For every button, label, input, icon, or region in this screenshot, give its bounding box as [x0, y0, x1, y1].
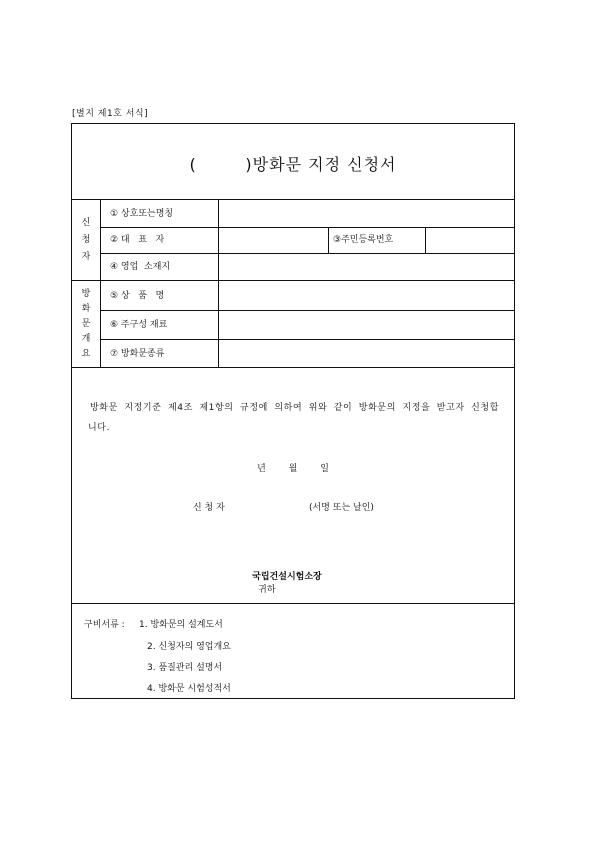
application-form	[71, 123, 515, 699]
side-char: 개	[81, 333, 91, 344]
attachments-area	[72, 604, 514, 700]
signature-note: (서명 또는 날인)	[309, 503, 374, 513]
date-line: 년 월 일	[257, 464, 329, 474]
side-char: 화	[81, 303, 91, 314]
attachment-item: 1. 방화문의 설계도서	[139, 620, 223, 630]
recipient-suffix: 귀하	[258, 585, 276, 595]
fire-door-section-label	[72, 280, 100, 368]
business-address-label: ④ 영업 소재지	[110, 262, 171, 272]
company-name-label: ① 상호또는명칭	[110, 209, 174, 219]
info-table	[72, 200, 514, 368]
form-number-label: [별지 제1호 서식]	[72, 109, 149, 119]
main-material-label: ⑥ 주구성 재료	[110, 320, 168, 330]
table-divider	[72, 280, 514, 281]
table-divider	[100, 200, 101, 368]
side-char: 청	[81, 234, 91, 245]
side-char: 문	[81, 318, 91, 329]
recipient-name: 국립건설시험소장	[252, 572, 322, 582]
form-title: ( )방화문 지정 신청서	[189, 155, 397, 174]
table-divider	[100, 310, 514, 311]
applicant-section-label	[72, 200, 100, 280]
attachment-item: 4. 방화문 시험성적서	[147, 684, 231, 694]
attachment-item: 2. 신청자의 영업개요	[147, 642, 231, 652]
product-name-label: ⑤ 상 품 명	[110, 291, 165, 301]
table-divider	[218, 200, 219, 368]
side-char: 신	[81, 217, 91, 228]
table-divider	[100, 253, 514, 254]
table-divider	[328, 227, 329, 253]
table-divider	[100, 227, 514, 228]
table-divider	[425, 227, 426, 253]
attachment-item: 3. 품질관리 설명서	[147, 663, 223, 673]
door-type-label: ⑦ 방화문종류	[110, 349, 165, 359]
attachments-label: 구비서류 :	[84, 620, 125, 630]
resident-number-label: ③주민등록번호	[333, 235, 394, 245]
side-char: 자	[81, 251, 91, 262]
representative-label: ② 대 표 자	[110, 235, 165, 245]
declaration-statement: 방화문 지정기준 제4조 제1항의 규정에 의하여 위와 같이 방화문의 지정을 받고자 신청합니다.	[88, 403, 500, 433]
title-area	[72, 124, 514, 200]
recipient-line	[235, 559, 322, 605]
side-char: 방	[81, 288, 91, 299]
applicant-signature-label: 신 청 자	[193, 503, 225, 513]
declaration-area	[72, 368, 514, 604]
table-divider	[100, 339, 514, 340]
side-char: 요	[81, 348, 91, 359]
